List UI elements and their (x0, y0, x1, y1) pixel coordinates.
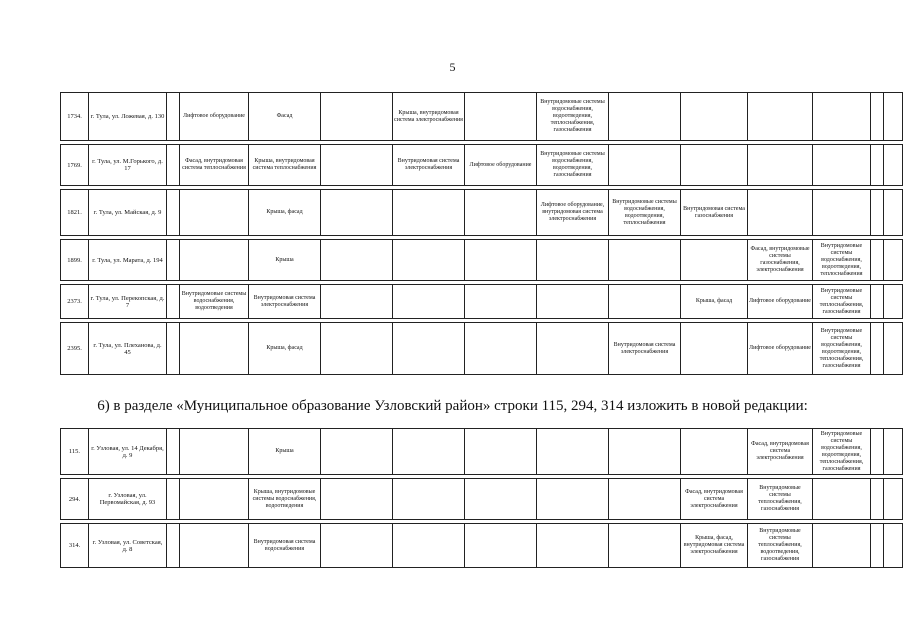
row-number: 314. (61, 524, 89, 568)
table-cell (465, 524, 537, 568)
table-cell (393, 429, 465, 475)
row-number: 2373. (61, 285, 89, 319)
table-cell (681, 323, 748, 375)
table-cell (681, 429, 748, 475)
table-cell: Внутридомовая система газоснабжения (681, 190, 748, 236)
row-number: 1821. (61, 190, 89, 236)
table-cell (681, 240, 748, 281)
table-cell (537, 524, 609, 568)
table-cell (167, 479, 180, 520)
table-cell (884, 93, 903, 141)
table-cell: Лифтовое оборудование (465, 145, 537, 186)
table-cell (884, 429, 903, 475)
table-cell (884, 145, 903, 186)
table-cell (609, 240, 681, 281)
table-cell (465, 93, 537, 141)
table-cell (167, 285, 180, 319)
table-cell (884, 285, 903, 319)
table-cell (167, 323, 180, 375)
table-cell (393, 285, 465, 319)
table-cell (609, 479, 681, 520)
table-cell (813, 190, 871, 236)
table-cell (813, 479, 871, 520)
table-row (61, 524, 903, 568)
table-cell (321, 145, 393, 186)
table-cell: Внутридомовые системы водоснабжения, водоотведения, теплоснабжения (813, 240, 871, 281)
page-number: 5 (449, 60, 456, 74)
table-cell: Фасад, внутридомовая система электроснабжения (748, 429, 813, 475)
row-number: 2395. (61, 323, 89, 375)
table-cell (167, 429, 180, 475)
row-address: г. Узловая, ул. 14 Декабря, д. 9 (89, 429, 167, 475)
table-row (61, 323, 903, 375)
row-number: 1769. (61, 145, 89, 186)
table-cell: Внутридомовая система электроснабжения (609, 323, 681, 375)
row-number: 294. (61, 479, 89, 520)
table-cell: Крыша, фасад, внутридомовая система электроснабжения (681, 524, 748, 568)
table-cell: Внутридомовые системы водоснабжения, водоотведения, теплоснабжения, газоснабжения (813, 323, 871, 375)
table-cell: Крыша, внутридомовые системы водоснабжения, водоотведения (249, 479, 321, 520)
table-cell (537, 285, 609, 319)
table-cell (167, 145, 180, 186)
table-cell (465, 323, 537, 375)
table-cell: Внутридомовые системы водоснабжения, водоотведения, газоснабжения (537, 145, 609, 186)
section-heading: 6) в разделе «Муниципальное образование Узловский район» строки 115, 294, 314 изложить в новой редакции: (97, 398, 808, 414)
table-cell: Внутридомовые системы водоснабжения, водоотведения, теплоснабжения, газоснабжения (537, 93, 609, 141)
table-cell (537, 479, 609, 520)
table-row (61, 285, 903, 319)
table-row (61, 429, 903, 475)
table-cell (537, 323, 609, 375)
table-row (61, 190, 903, 236)
table-cell (884, 479, 903, 520)
table-cell: Внутридомовые системы водоснабжения, водоотведения, теплоснабжения, газоснабжения (813, 429, 871, 475)
table-cell (871, 240, 884, 281)
table-cell (167, 190, 180, 236)
table-cell (167, 524, 180, 568)
table-cell (748, 145, 813, 186)
table-cell (609, 93, 681, 141)
row-number: 1734. (61, 93, 89, 141)
row-address: г. Тула, ул. М.Горького, д. 17 (89, 145, 167, 186)
table-row (61, 479, 903, 520)
table-cell (321, 285, 393, 319)
table-cell: Внутридомовая система водоснабжения (249, 524, 321, 568)
table-cell: Крыша, внутридомовая система теплоснабжения (249, 145, 321, 186)
row-number: 1899. (61, 240, 89, 281)
table-cell (609, 524, 681, 568)
table-cell: Внутридомовые системы теплоснабжения, газоснабжения (748, 479, 813, 520)
table-cell (871, 323, 884, 375)
table-cell: Лифтовое оборудование (748, 323, 813, 375)
table-cell (393, 190, 465, 236)
table-cell: Внутридомовые системы водоснабжения, водоотведения (180, 285, 249, 319)
table-1 (60, 92, 903, 375)
table-cell (871, 145, 884, 186)
table-cell: Внутридомовые системы теплоснабжения, водоотведения, газоснабжения (748, 524, 813, 568)
row-number: 115. (61, 429, 89, 475)
table-cell: Крыша, фасад (249, 323, 321, 375)
table-cell (321, 429, 393, 475)
table-cell (167, 93, 180, 141)
table-cell (393, 240, 465, 281)
table-cell: Лифтовое оборудование, внутридомовая система электроснабжения (537, 190, 609, 236)
table-cell: Внутридомовая система электроснабжения (393, 145, 465, 186)
table-cell (393, 323, 465, 375)
table-cell (871, 93, 884, 141)
table-cell (813, 93, 871, 141)
table-cell (321, 190, 393, 236)
table-cell (393, 524, 465, 568)
table-cell (393, 479, 465, 520)
table-cell: Фасад, внутридомовые системы газоснабжения, электроснабжения (748, 240, 813, 281)
table-cell (321, 479, 393, 520)
table-cell (871, 524, 884, 568)
row-address: г. Тула, ул. Ложевая, д. 130 (89, 93, 167, 141)
table-cell: Внутридомовая система электроснабжения (249, 285, 321, 319)
table-cell: Фасад, внутридомовая система электроснабжения (681, 479, 748, 520)
table-cell (180, 323, 249, 375)
table-cell (465, 479, 537, 520)
table-row (61, 145, 903, 186)
table-cell (609, 285, 681, 319)
table-cell (871, 285, 884, 319)
table-cell (884, 323, 903, 375)
table-cell (180, 479, 249, 520)
row-address: г. Тула, ул. Марата, д. 194 (89, 240, 167, 281)
table-cell (321, 323, 393, 375)
table-cell (465, 190, 537, 236)
table-cell: Крыша, фасад (249, 190, 321, 236)
table-cell (884, 240, 903, 281)
row-address: г. Тула, ул. Плеханова, д. 45 (89, 323, 167, 375)
table-cell (871, 429, 884, 475)
table-cell (871, 190, 884, 236)
table-cell (609, 145, 681, 186)
table-cell (681, 93, 748, 141)
table-cell (180, 429, 249, 475)
row-address: г. Узловая, ул. Советская, д. 8 (89, 524, 167, 568)
table-cell (884, 524, 903, 568)
table-cell: Лифтовое оборудование (748, 285, 813, 319)
table-cell: Крыша (249, 240, 321, 281)
table-cell (813, 524, 871, 568)
table-cell (180, 240, 249, 281)
table-cell (871, 479, 884, 520)
table-cell (537, 429, 609, 475)
row-address: г. Тула, ул. Майская, д. 9 (89, 190, 167, 236)
table-cell (748, 93, 813, 141)
table-cell: Фасад (249, 93, 321, 141)
table-cell (321, 93, 393, 141)
table-cell (167, 240, 180, 281)
table-cell (321, 240, 393, 281)
table-cell (465, 285, 537, 319)
table-cell (537, 240, 609, 281)
table-cell (884, 190, 903, 236)
table-cell (748, 190, 813, 236)
table-cell (609, 429, 681, 475)
table-cell: Внутридомовые системы водоснабжения, водоотведения, теплоснабжения (609, 190, 681, 236)
row-address: г. Узловая, ул. Первомайская, д. 93 (89, 479, 167, 520)
table-cell (465, 429, 537, 475)
table-cell (180, 190, 249, 236)
table-row (61, 240, 903, 281)
table-cell: Крыша (249, 429, 321, 475)
table-cell: Лифтовое оборудование (180, 93, 249, 141)
table-cell (465, 240, 537, 281)
table-row (61, 93, 903, 141)
table-cell (813, 145, 871, 186)
table-cell: Внутридомовые системы теплоснабжения, газоснабжения (813, 285, 871, 319)
table-cell (681, 145, 748, 186)
table-cell (321, 524, 393, 568)
table-cell: Крыша, фасад (681, 285, 748, 319)
table-cell: Крыша, внутридомовая система электроснабжения (393, 93, 465, 141)
table-2 (60, 428, 903, 568)
row-address: г. Тула, ул. Перекопская, д. 7 (89, 285, 167, 319)
table-cell: Фасад, внутридомовая система теплоснабжения (180, 145, 249, 186)
table-cell (180, 524, 249, 568)
